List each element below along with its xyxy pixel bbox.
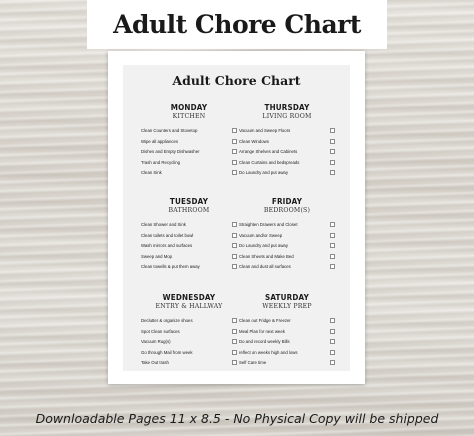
task-checkbox[interactable] xyxy=(330,243,335,248)
task-item xyxy=(141,318,237,329)
day-saturday xyxy=(239,293,335,371)
task-label: Clean Sink xyxy=(141,170,162,175)
task-label: Trash and Recycling xyxy=(141,159,181,165)
task-checkbox[interactable] xyxy=(232,318,237,323)
task-list xyxy=(141,318,237,371)
task-checkbox[interactable] xyxy=(232,170,237,175)
task-label: Clean Sheets and Make Bed xyxy=(239,253,294,259)
day-room: KITCHEN xyxy=(172,113,206,120)
task-list xyxy=(141,128,237,181)
day-wednesday xyxy=(141,293,237,371)
task-checkbox[interactable] xyxy=(232,329,237,334)
task-checkbox[interactable] xyxy=(232,360,237,365)
task-checkbox[interactable] xyxy=(232,243,237,248)
sheet-content xyxy=(123,65,350,371)
task-label: Spot Clean surfaces xyxy=(141,328,180,334)
day-room: WEEKLY PREP xyxy=(262,303,312,310)
day-thursday xyxy=(239,103,335,181)
task-checkbox[interactable] xyxy=(232,339,237,344)
task-item xyxy=(141,329,237,340)
task-list xyxy=(141,222,237,275)
task-item xyxy=(141,222,237,233)
task-label: Dishes and Empty Dishwasher xyxy=(141,149,200,154)
task-label: reflect on weeks high and lows xyxy=(239,349,298,355)
task-label: Clean out Fridge & Freezer xyxy=(239,318,291,323)
task-checkbox[interactable] xyxy=(330,318,335,323)
task-label: Do and record weekly Bills xyxy=(239,339,290,344)
task-checkbox[interactable] xyxy=(232,149,237,154)
task-item xyxy=(239,360,335,371)
task-checkbox[interactable] xyxy=(330,264,335,269)
task-item xyxy=(239,170,335,181)
title-banner xyxy=(87,0,387,49)
day-name: MONDAY xyxy=(170,103,208,112)
task-item xyxy=(141,360,237,371)
task-label: Do Laundry and put away xyxy=(239,243,288,248)
task-label: Vacuum and Sweep Floors xyxy=(239,128,291,133)
day-friday xyxy=(239,197,335,275)
task-item xyxy=(239,149,335,160)
task-label: Take Out trash xyxy=(141,360,169,365)
task-label: Vacuum and/or Sweep xyxy=(239,232,283,238)
task-item xyxy=(239,160,335,171)
day-name: TUESDAY xyxy=(169,197,209,206)
task-label: Wash mirrors and surfaces xyxy=(141,243,193,248)
task-label: Clean Counters and Stovetop xyxy=(141,128,198,133)
day-name: SATURDAY xyxy=(264,293,310,302)
day-room: BATHROOM xyxy=(168,207,210,214)
task-item xyxy=(141,139,237,150)
task-checkbox[interactable] xyxy=(330,254,335,259)
task-label: Clean towells & put them away xyxy=(141,264,200,269)
task-item xyxy=(239,350,335,361)
day-tuesday xyxy=(141,197,237,275)
day-room: ENTRY & HALLWAY xyxy=(155,303,223,310)
task-checkbox[interactable] xyxy=(232,222,237,227)
sheet-title: Adult Chore Chart xyxy=(172,73,301,88)
task-item xyxy=(141,170,237,181)
task-checkbox[interactable] xyxy=(330,149,335,154)
task-label: Do Laundry and put away xyxy=(239,170,288,175)
task-checkbox[interactable] xyxy=(330,360,335,365)
task-item xyxy=(239,233,335,244)
task-checkbox[interactable] xyxy=(232,350,237,355)
task-item xyxy=(239,128,335,139)
task-item xyxy=(141,149,237,160)
task-checkbox[interactable] xyxy=(232,160,237,165)
task-checkbox[interactable] xyxy=(330,139,335,144)
task-checkbox[interactable] xyxy=(330,170,335,175)
day-monday xyxy=(141,103,237,181)
task-label: Clean Shower and Sink xyxy=(141,222,186,227)
task-list xyxy=(239,128,335,181)
shipping-note: Downloadable Pages 11 x 8.5 - No Physical Copy will be shipped xyxy=(35,411,439,426)
task-label: Go through Mail from week xyxy=(141,349,193,355)
day-room: LIVING ROOM xyxy=(262,113,312,120)
task-checkbox[interactable] xyxy=(330,128,335,133)
task-item xyxy=(239,254,335,265)
day-name: FRIDAY xyxy=(271,197,303,206)
task-checkbox[interactable] xyxy=(330,233,335,238)
task-item xyxy=(141,339,237,350)
task-label: Sweep and Mop xyxy=(141,253,173,259)
task-label: Clean and dust all surfaces xyxy=(239,264,291,269)
task-label: Clean Curtains and bedspreads xyxy=(239,159,300,165)
task-checkbox[interactable] xyxy=(232,264,237,269)
task-item xyxy=(141,243,237,254)
task-label: Wipe all appliances xyxy=(141,138,179,144)
day-name: THURSDAY xyxy=(264,103,310,112)
task-list xyxy=(239,318,335,371)
task-label: Arrange Shelves and Cabinets xyxy=(239,149,298,154)
task-item xyxy=(239,339,335,350)
task-checkbox[interactable] xyxy=(330,222,335,227)
task-item xyxy=(239,222,335,233)
task-checkbox[interactable] xyxy=(232,254,237,259)
task-item xyxy=(141,233,237,244)
task-checkbox[interactable] xyxy=(232,128,237,133)
task-checkbox[interactable] xyxy=(232,233,237,238)
task-item xyxy=(141,128,237,139)
task-label: Declutter & organize shoes xyxy=(141,318,193,323)
task-checkbox[interactable] xyxy=(330,329,335,334)
task-list xyxy=(239,222,335,275)
task-item xyxy=(239,139,335,150)
task-item xyxy=(141,254,237,265)
task-item xyxy=(141,264,237,275)
task-item xyxy=(239,264,335,275)
day-room: BEDROOM(S) xyxy=(263,207,311,214)
task-checkbox[interactable] xyxy=(330,350,335,355)
task-label: Clean toilets and toilet bowl xyxy=(141,232,194,238)
chore-chart-sheet xyxy=(108,51,365,384)
task-item xyxy=(239,329,335,340)
task-item xyxy=(239,243,335,254)
task-label: Vacuum Rug(s) xyxy=(141,339,171,344)
task-checkbox[interactable] xyxy=(232,139,237,144)
task-checkbox[interactable] xyxy=(330,339,335,344)
task-label: Straighten Drawers and Closet xyxy=(239,222,298,227)
task-label: Meal Plan for next week xyxy=(239,328,285,334)
task-item xyxy=(141,160,237,171)
task-label: Clean Windows xyxy=(239,138,269,144)
page-title: Adult Chore Chart xyxy=(113,10,361,39)
task-item xyxy=(141,350,237,361)
task-checkbox[interactable] xyxy=(330,160,335,165)
task-item xyxy=(239,318,335,329)
day-name: WEDNESDAY xyxy=(162,293,216,302)
task-label: Self Care time xyxy=(239,360,267,365)
